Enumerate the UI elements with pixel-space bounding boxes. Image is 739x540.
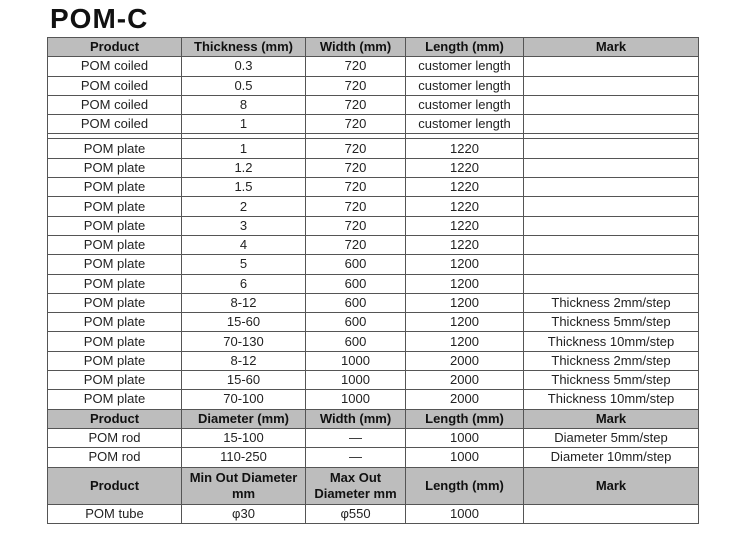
cell-width: 600 (306, 332, 406, 351)
cell-product: POM plate (48, 158, 182, 177)
cell-thickness: 3 (182, 216, 306, 235)
cell-mark (524, 57, 699, 76)
cell-mark (524, 255, 699, 274)
cell-product: POM coiled (48, 57, 182, 76)
header-length: Length (mm) (406, 409, 524, 428)
cell-mark (524, 197, 699, 216)
cell-length: customer length (406, 115, 524, 134)
cell-length: 1220 (406, 158, 524, 177)
cell-width: 720 (306, 216, 406, 235)
cell-length: customer length (406, 57, 524, 76)
header-thickness: Thickness (mm) (182, 38, 306, 57)
table-row (48, 428, 699, 447)
product-spec-table (47, 37, 699, 524)
cell-length: 1220 (406, 178, 524, 197)
cell-thickness: 2 (182, 197, 306, 216)
cell-length: 1000 (406, 428, 524, 447)
table-row (48, 390, 699, 409)
cell-thickness: 1.2 (182, 158, 306, 177)
cell-product: POM rod (48, 428, 182, 447)
cell-mark: Diameter 10mm/step (524, 448, 699, 467)
cell-product: POM plate (48, 197, 182, 216)
table-row (48, 178, 699, 197)
cell-diameter: 110-250 (182, 448, 306, 467)
cell-thickness: 70-130 (182, 332, 306, 351)
cell-width: — (306, 428, 406, 447)
cell-thickness: 1.5 (182, 178, 306, 197)
header-mark: Mark (524, 467, 699, 504)
cell-mark (524, 235, 699, 254)
cell-min-out-diameter: φ30 (182, 504, 306, 523)
cell-thickness: 1 (182, 139, 306, 158)
table-row (48, 293, 699, 312)
cell-product: POM plate (48, 371, 182, 390)
cell-length: 1200 (406, 293, 524, 312)
cell-mark (524, 95, 699, 114)
cell-width: 1000 (306, 351, 406, 370)
table-row (48, 448, 699, 467)
cell-width: 1000 (306, 371, 406, 390)
header-min-out-diameter: Min Out Diameter mm (182, 467, 306, 504)
header-product: Product (48, 467, 182, 504)
cell-thickness: 8-12 (182, 351, 306, 370)
cell-mark (524, 504, 699, 523)
table-row (48, 274, 699, 293)
table-row (48, 351, 699, 370)
cell-mark (524, 178, 699, 197)
cell-product: POM plate (48, 139, 182, 158)
header-row (48, 467, 699, 504)
table-row (48, 313, 699, 332)
cell-product: POM plate (48, 293, 182, 312)
cell-length: customer length (406, 95, 524, 114)
cell-mark: Thickness 5mm/step (524, 313, 699, 332)
cell-mark: Thickness 10mm/step (524, 390, 699, 409)
cell-width: 720 (306, 57, 406, 76)
cell-product: POM plate (48, 216, 182, 235)
page-title: POM-C (50, 3, 149, 34)
table-row (48, 57, 699, 76)
header-width: Width (mm) (306, 38, 406, 57)
header-length: Length (mm) (406, 38, 524, 57)
header-row (48, 38, 699, 57)
header-product: Product (48, 409, 182, 428)
cell-mark (524, 76, 699, 95)
table-row (48, 95, 699, 114)
cell-length: 1200 (406, 274, 524, 293)
cell-thickness: 15-60 (182, 371, 306, 390)
cell-length: 1200 (406, 332, 524, 351)
cell-product: POM plate (48, 332, 182, 351)
cell-mark: Thickness 2mm/step (524, 293, 699, 312)
table-row (48, 76, 699, 95)
cell-length: customer length (406, 76, 524, 95)
cell-thickness: 4 (182, 235, 306, 254)
cell-mark: Thickness 10mm/step (524, 332, 699, 351)
cell-product: POM plate (48, 178, 182, 197)
cell-mark (524, 139, 699, 158)
cell-product: POM tube (48, 504, 182, 523)
cell-length: 1220 (406, 197, 524, 216)
cell-width: 720 (306, 95, 406, 114)
header-mark: Mark (524, 409, 699, 428)
cell-product: POM rod (48, 448, 182, 467)
cell-mark (524, 158, 699, 177)
header-max-out-diameter: Max Out Diameter mm (306, 467, 406, 504)
header-diameter: Diameter (mm) (182, 409, 306, 428)
cell-length: 1220 (406, 235, 524, 254)
cell-product: POM coiled (48, 76, 182, 95)
cell-thickness: 0.5 (182, 76, 306, 95)
cell-diameter: 15-100 (182, 428, 306, 447)
cell-max-out-diameter: φ550 (306, 504, 406, 523)
cell-mark: Diameter 5mm/step (524, 428, 699, 447)
cell-length: 2000 (406, 390, 524, 409)
cell-product: POM plate (48, 351, 182, 370)
cell-width: 1000 (306, 390, 406, 409)
cell-product: POM coiled (48, 115, 182, 134)
table-row (48, 216, 699, 235)
cell-product: POM plate (48, 274, 182, 293)
cell-thickness: 5 (182, 255, 306, 274)
header-mark: Mark (524, 38, 699, 57)
cell-width: 720 (306, 158, 406, 177)
table-row (48, 332, 699, 351)
cell-product: POM plate (48, 390, 182, 409)
cell-width: 720 (306, 235, 406, 254)
cell-width: 720 (306, 139, 406, 158)
cell-width: — (306, 448, 406, 467)
cell-width: 600 (306, 255, 406, 274)
cell-length: 1220 (406, 216, 524, 235)
cell-length: 1200 (406, 255, 524, 274)
cell-mark: Thickness 5mm/step (524, 371, 699, 390)
cell-thickness: 70-100 (182, 390, 306, 409)
header-length: Length (mm) (406, 467, 524, 504)
cell-product: POM plate (48, 235, 182, 254)
cell-width: 720 (306, 178, 406, 197)
cell-thickness: 0.3 (182, 57, 306, 76)
cell-mark (524, 115, 699, 134)
cell-thickness: 8-12 (182, 293, 306, 312)
table-row (48, 139, 699, 158)
cell-width: 600 (306, 293, 406, 312)
table-row (48, 115, 699, 134)
cell-thickness: 8 (182, 95, 306, 114)
cell-length: 1000 (406, 504, 524, 523)
table-row (48, 504, 699, 523)
cell-length: 1000 (406, 448, 524, 467)
cell-length: 2000 (406, 351, 524, 370)
cell-width: 720 (306, 115, 406, 134)
cell-thickness: 6 (182, 274, 306, 293)
table-row (48, 158, 699, 177)
cell-product: POM coiled (48, 95, 182, 114)
cell-length: 1200 (406, 313, 524, 332)
cell-length: 2000 (406, 371, 524, 390)
cell-product: POM plate (48, 313, 182, 332)
header-width: Width (mm) (306, 409, 406, 428)
table-row (48, 235, 699, 254)
cell-mark (524, 274, 699, 293)
cell-width: 600 (306, 313, 406, 332)
cell-mark: Thickness 2mm/step (524, 351, 699, 370)
cell-mark (524, 216, 699, 235)
header-product: Product (48, 38, 182, 57)
cell-thickness: 1 (182, 115, 306, 134)
cell-product: POM plate (48, 255, 182, 274)
table-row (48, 197, 699, 216)
header-row (48, 409, 699, 428)
cell-length: 1220 (406, 139, 524, 158)
cell-width: 600 (306, 274, 406, 293)
table-row (48, 255, 699, 274)
cell-width: 720 (306, 76, 406, 95)
cell-width: 720 (306, 197, 406, 216)
cell-thickness: 15-60 (182, 313, 306, 332)
table-row (48, 371, 699, 390)
